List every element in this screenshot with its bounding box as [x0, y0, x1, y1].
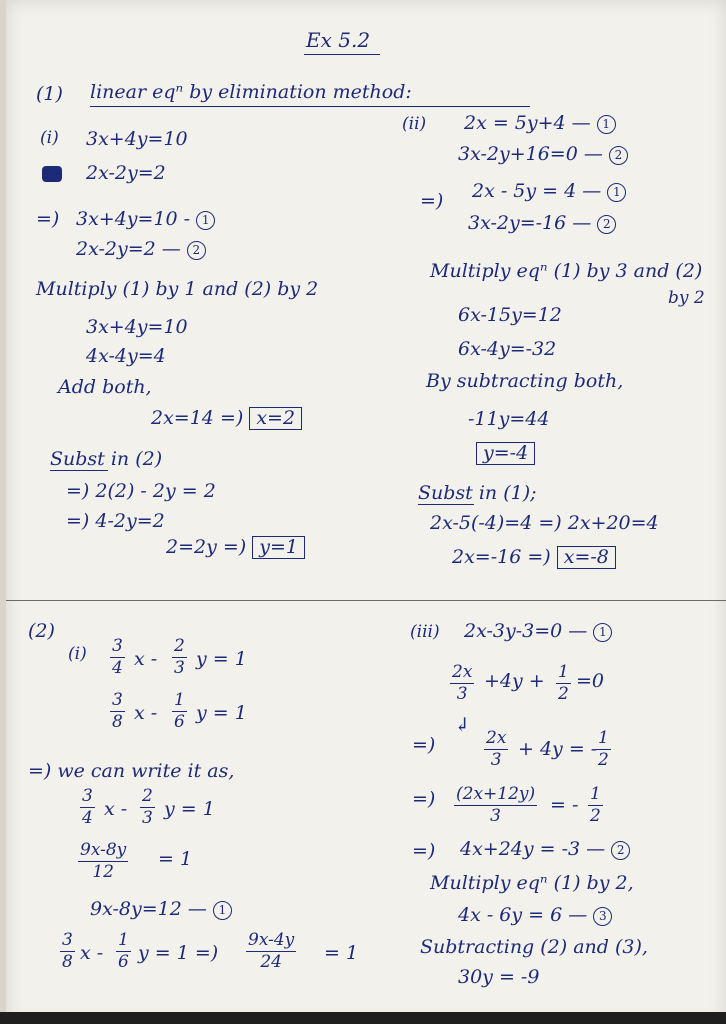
frac-2-3-b: $\frac{2}{3}$	[142, 786, 153, 828]
ii-multiply-step: Multiply eqⁿ (1) by 3 and (2)	[430, 260, 703, 282]
eq-a: 3x+4y=10 - 1	[76, 210, 215, 230]
arrow-1: =)	[36, 208, 60, 230]
iii-eq-2: 4x+24y = -3 — 2	[460, 840, 630, 860]
ii-rearranged-2: 3x-2y=-16 — 2	[468, 214, 616, 234]
frac-9x-4y-24: $\frac{9x-4y}{24}$	[248, 930, 295, 972]
term-x-minus-d: x -	[80, 942, 104, 964]
result-x: 2x=14 =) x=2	[151, 407, 302, 430]
ii-answer-y	[476, 442, 535, 465]
answer-y-box-ii: y=-4	[476, 442, 535, 465]
part-i-label: (i)	[40, 128, 59, 148]
subst-line-3: 2=2y =) y=1	[166, 536, 305, 559]
ii-eq-1: 2x = 5y+4 — 1	[464, 114, 616, 134]
subst-line-1: =) 2(2) - 2y = 2	[66, 480, 216, 502]
page-bottom-edge	[0, 1012, 726, 1024]
answer-y-box: y=1	[252, 536, 305, 559]
given-eq-2: 2x-2y=2	[86, 162, 166, 184]
iii-arrow-2: =)	[412, 788, 436, 810]
term-y-eq-a: y = 1	[196, 648, 247, 670]
section-1-heading: linear eqⁿ by elimination method:	[90, 81, 412, 103]
ii-multiplied-1: 6x-15y=12	[458, 304, 562, 326]
part-ii-label: (ii)	[402, 114, 427, 134]
ii-subst-line-1: 2x-5(-4)=4 =) 2x+20=4	[430, 512, 659, 534]
iii-eq-1: 2x-3y-3=0 — 1	[464, 622, 612, 642]
notebook-page	[6, 0, 726, 1024]
we-can-write: =) we can write it as,	[28, 760, 235, 782]
answer-x-box-ii: x=-8	[557, 546, 616, 569]
section-2-number: (2)	[28, 620, 55, 642]
frac-1-6-a: $\frac{1}{6}$	[174, 690, 185, 732]
frac-3-4-b: $\frac{3}{4}$	[82, 786, 93, 828]
frac-9x-8y-12: $\frac{9x-8y}{12}$	[80, 840, 127, 882]
term-y-eq-d: y = 1 =)	[138, 942, 219, 964]
frac-3-8-a: $\frac{3}{8}$	[112, 690, 123, 732]
iii-term-c: + 4y = -	[518, 738, 598, 760]
frac-1-2-c: $\frac{1}{2}$	[590, 784, 601, 826]
iii-term-d: = -	[550, 794, 579, 816]
title-underline	[304, 54, 380, 55]
iii-eq-3: 4x - 6y = 6 — 3	[458, 906, 612, 926]
frac-1-2-a: $\frac{1}{2}$	[558, 662, 569, 704]
frac-3-8-b: $\frac{3}{8}$	[62, 930, 73, 972]
term-eq-1-b: = 1	[324, 942, 359, 964]
iii-result: 30y = -9	[458, 966, 540, 988]
iii-term-b: =0	[576, 670, 605, 692]
term-y-eq-b: y = 1	[196, 702, 247, 724]
multiplied-eq-2: 4x-4y=4	[86, 345, 166, 367]
ii-subtract-label: By subtracting both,	[426, 370, 624, 392]
frac-3-4-a: $\frac{3}{4}$	[112, 636, 123, 678]
eq-b: 2x-2y=2 — 2	[76, 240, 206, 260]
answer-x-box: x=2	[249, 407, 302, 430]
frac-2x-3-b: $\frac{2x}{3}$	[486, 728, 507, 770]
term-x-minus-b: x -	[134, 702, 158, 724]
multiply-step: Multiply (1) by 1 and (2) by 2	[36, 278, 319, 300]
iii-subtract: Subtracting (2) and (3),	[420, 936, 648, 958]
part-iii-label: (iii)	[410, 622, 440, 642]
multiplied-eq-1: 3x+4y=10	[86, 316, 188, 338]
ii-eq-2: 3x-2y+16=0 — 2	[458, 145, 628, 165]
frac-1-2-b: $\frac{1}{2}$	[598, 728, 609, 770]
term-x-minus-a: x -	[134, 648, 158, 670]
subst-line-2: =) 4-2y=2	[66, 510, 165, 532]
term-y-eq-c: y = 1	[164, 798, 215, 820]
heading-underline	[90, 106, 530, 107]
iii-arrow-3: =)	[412, 840, 436, 862]
ii-subst-underline	[418, 504, 474, 505]
ii-multiplied-2: 6x-4y=-32	[458, 338, 557, 360]
ii-subst-line-2: 2x=-16 =) x=-8	[452, 546, 616, 569]
frac-2x-12y-3: $\frac{(2x+12y)}{3}$	[456, 784, 536, 826]
iii-arrow: =)	[412, 734, 436, 756]
term-x-minus-c: x -	[104, 798, 128, 820]
add-both-label: Add both,	[58, 376, 152, 398]
section-1-number: (1)	[36, 83, 63, 105]
ii-result-y: -11y=44	[468, 408, 550, 430]
iii-multiply: Multiply eqⁿ (1) by 2,	[430, 872, 634, 894]
frac-2x-3-a: $\frac{2x}{3}$	[452, 662, 473, 704]
given-eq-1: 3x+4y=10	[86, 128, 188, 150]
part-2i-label: (i)	[68, 644, 87, 664]
subst-label: Subst in (2)	[50, 448, 163, 470]
eq-9x-8y: 9x-8y=12 — 1	[90, 900, 232, 920]
subst-underline	[50, 470, 108, 471]
ii-rearranged-1: 2x - 5y = 4 — 1	[472, 182, 626, 202]
ii-subst-label: Subst in (1);	[418, 482, 537, 504]
ii-arrow: =)	[420, 190, 444, 212]
scribble-mark	[42, 166, 62, 182]
section-divider	[6, 600, 726, 601]
frac-2-3-a: $\frac{2}{3}$	[174, 636, 185, 678]
term-eq-1-a: = 1	[158, 848, 193, 870]
iii-term-a: +4y +	[484, 670, 545, 692]
page-title: Ex 5.2	[306, 28, 371, 52]
frac-1-6-b: $\frac{1}{6}$	[118, 930, 129, 972]
ii-multiply-step-2: by 2	[668, 288, 705, 308]
curved-arrow-icon: ↲	[454, 714, 470, 736]
